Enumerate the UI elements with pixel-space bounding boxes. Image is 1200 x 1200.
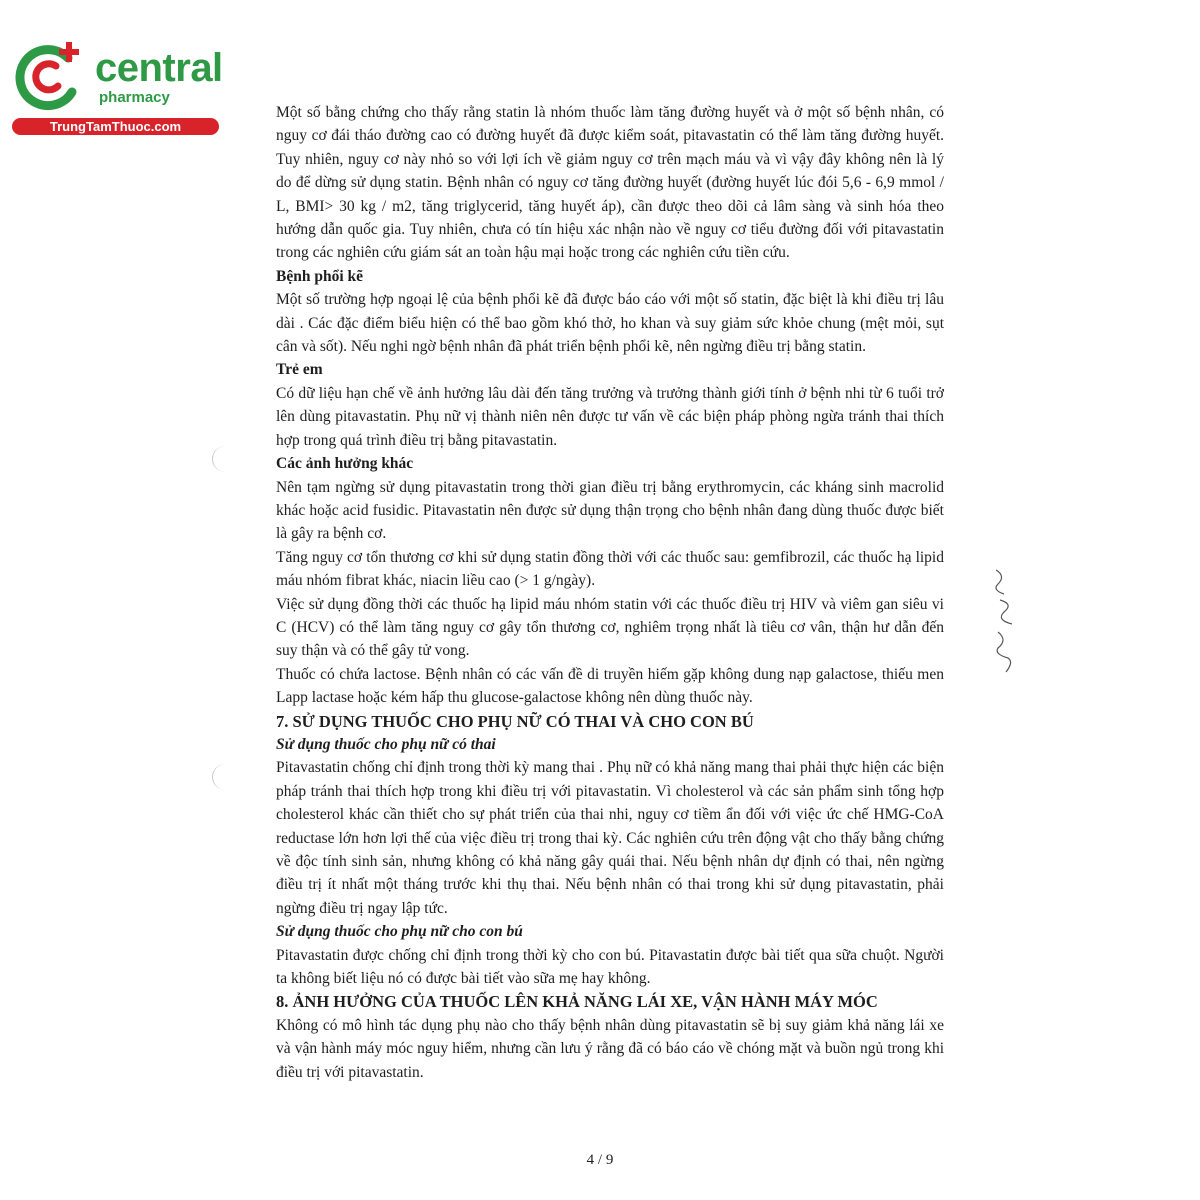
paragraph-interstitial-lung-disease: Một số trường hợp ngoại lệ của bệnh phổi kẽ đã được báo cáo với một số statin, đặc biệt là khi điều trị lâu dài . Các đặc điểm biểu hiện có thể bao gồm khó thở, ho khan và suy giảm sức khỏe chung (mệt mỏi, sụt cân và sốt). Nếu nghi ngờ bệnh nhân đã phát triển bệnh phổi kẽ, nên ngừng điều trị bằng statin. [276, 291, 944, 356]
punch-hole-decoration [212, 764, 239, 790]
logo-subtitle: pharmacy [99, 89, 170, 106]
paragraph-other-effects-1: Nên tạm ngừng sử dụng pitavastatin trong thời gian điều trị bằng erythromycin, các kháng sinh macrolid khác hoặc acid fusidic. Pitavastatin nên được sử dụng thận trọng cho bệnh nhân đang dùng thuốc được biết là gây ra bệnh cơ. [276, 478, 944, 543]
paragraph-breastfeeding: Pitavastatin được chống chỉ định trong thời kỳ cho con bú. Pitavastatin được bài tiết qua sữa chuột. Người ta không biết liệu nó có được bài tiết vào sữa mẹ hay không. [276, 946, 944, 988]
paragraph-other-effects-4: Thuốc có chứa lactose. Bệnh nhân có các vấn đề di truyền hiếm gặp không dung nạp galactose, thiếu men Lapp lactase hoặc kém hấp thu glucose-galactose không nên dùng thuốc này. [276, 665, 944, 707]
paragraph-hyperglycemia: Một số bằng chứng cho thấy rằng statin là nhóm thuốc làm tăng đường huyết và ở một số bệnh nhân, có nguy cơ đái tháo đường cao có đường huyết đã được kiểm soát, pitavastatin có thể làm tăng đường huyết. Tuy nhiên, nguy cơ này nhỏ so với lợi ích về giảm nguy cơ trên mạch máu và vì vậy đây không nên là lý do để dừng sử dụng statin. Bệnh nhân có nguy cơ tăng đường huyết (đường huyết lúc đói 5,6 - 6,9 mmol / L, BMI> 30 kg / m2, tăng triglycerid, tăng huyết áp), cần được theo dõi cả lâm sàng và sinh hóa theo hướng dẫn quốc gia. Tuy nhiên, chưa có tín hiệu xác nhận nào về nguy cơ tiểu đường đối với pitavastatin trong các nghiên cứu giám sát an toàn hậu mại hoặc trong các nghiên cứu tiền cứu. [276, 104, 944, 262]
heading-section-8: 8. ẢNH HƯỞNG CỦA THUỐC LÊN KHẢ NĂNG LÁI XE, VẬN HÀNH MÁY MÓC [276, 992, 878, 1012]
heading-children: Trẻ em [276, 361, 323, 379]
logo-website: TrungTamThuoc.com [12, 118, 219, 135]
subheading-breastfeeding: Sử dụng thuốc cho phụ nữ cho con bú [276, 923, 523, 941]
paragraph-other-effects-2: Tăng nguy cơ tổn thương cơ khi sử dụng statin đồng thời với các thuốc sau: gemfibrozil, các thuốc hạ lipid máu nhóm fibrat khác, niacin liều cao (> 1 g/ngày). [276, 548, 944, 590]
paragraph-driving: Không có mô hình tác dụng phụ nào cho thấy bệnh nhân dùng pitavastatin sẽ bị suy giảm khả năng lái xe và vận hành máy móc nguy hiểm, nhưng cần lưu ý rằng đã có báo cáo về chóng mặt và buồn ngủ trong khi điều trị với pitavastatin. [276, 1016, 944, 1081]
heading-section-7: 7. SỬ DỤNG THUỐC CHO PHỤ NỮ CÓ THAI VÀ CHO CON BÚ [276, 711, 754, 731]
paragraph-children: Có dữ liệu hạn chế về ảnh hưởng lâu dài đến tăng trưởng và trưởng thành giới tính ở bệnh nhi từ 6 tuổi trở lên dùng pitavastatin. Phụ nữ vị thành niên nên được tư vấn về các biện pháp phòng ngừa tránh thai thích hợp trong quá trình điều trị bằng pitavastatin. [276, 384, 944, 449]
subheading-pregnancy: Sử dụng thuốc cho phụ nữ có thai [276, 735, 496, 753]
logo-name: central [95, 46, 223, 90]
paragraph-pregnancy: Pitavastatin chống chỉ định trong thời kỳ mang thai . Phụ nữ có khả năng mang thai phải thực hiện các biện pháp tránh thai thích hợp trong khi điều trị với pitavastatin. Vì cholesterol và các sản phẩm sinh tổng hợp cholesterol khác cần thiết cho sự phát triển của thai nhi, nguy cơ tiềm ẩn đối với việc ức chế HMG-CoA reductase lớn hơn lợi thế của việc điều trị trong thai kỳ. Các nghiên cứu trên động vật cho thấy bằng chứng về độc tính sinh sản, nhưng không có khả năng gây quái thai. Nếu bệnh nhân dự định có thai, nên ngừng điều trị ít nhất một tháng trước khi thụ thai. Nếu bệnh nhân có thai trong khi sử dụng pitavastatin, phải ngừng điều trị ngay lập tức. [276, 759, 944, 917]
punch-hole-decoration [212, 446, 239, 472]
page-number: 4 / 9 [586, 1152, 614, 1168]
central-pharmacy-logo-mark-icon [10, 36, 90, 116]
signature-mark-icon [988, 560, 1028, 690]
document-body [276, 101, 944, 1084]
heading-interstitial-lung-disease: Bệnh phổi kẽ [276, 267, 364, 285]
central-pharmacy-logo[interactable] [10, 36, 223, 136]
paragraph-other-effects-3: Việc sử dụng đồng thời các thuốc hạ lipid máu nhóm statin với các thuốc điều trị HIV và viêm gan siêu vi C (HCV) có thể làm tăng nguy cơ gây tổn thương cơ, nghiêm trọng nhất là tiêu cơ vân, thận hư dẫn đến suy thận và có thể gây tử vong. [276, 595, 944, 660]
heading-other-effects: Các ảnh hưởng khác [276, 455, 414, 473]
